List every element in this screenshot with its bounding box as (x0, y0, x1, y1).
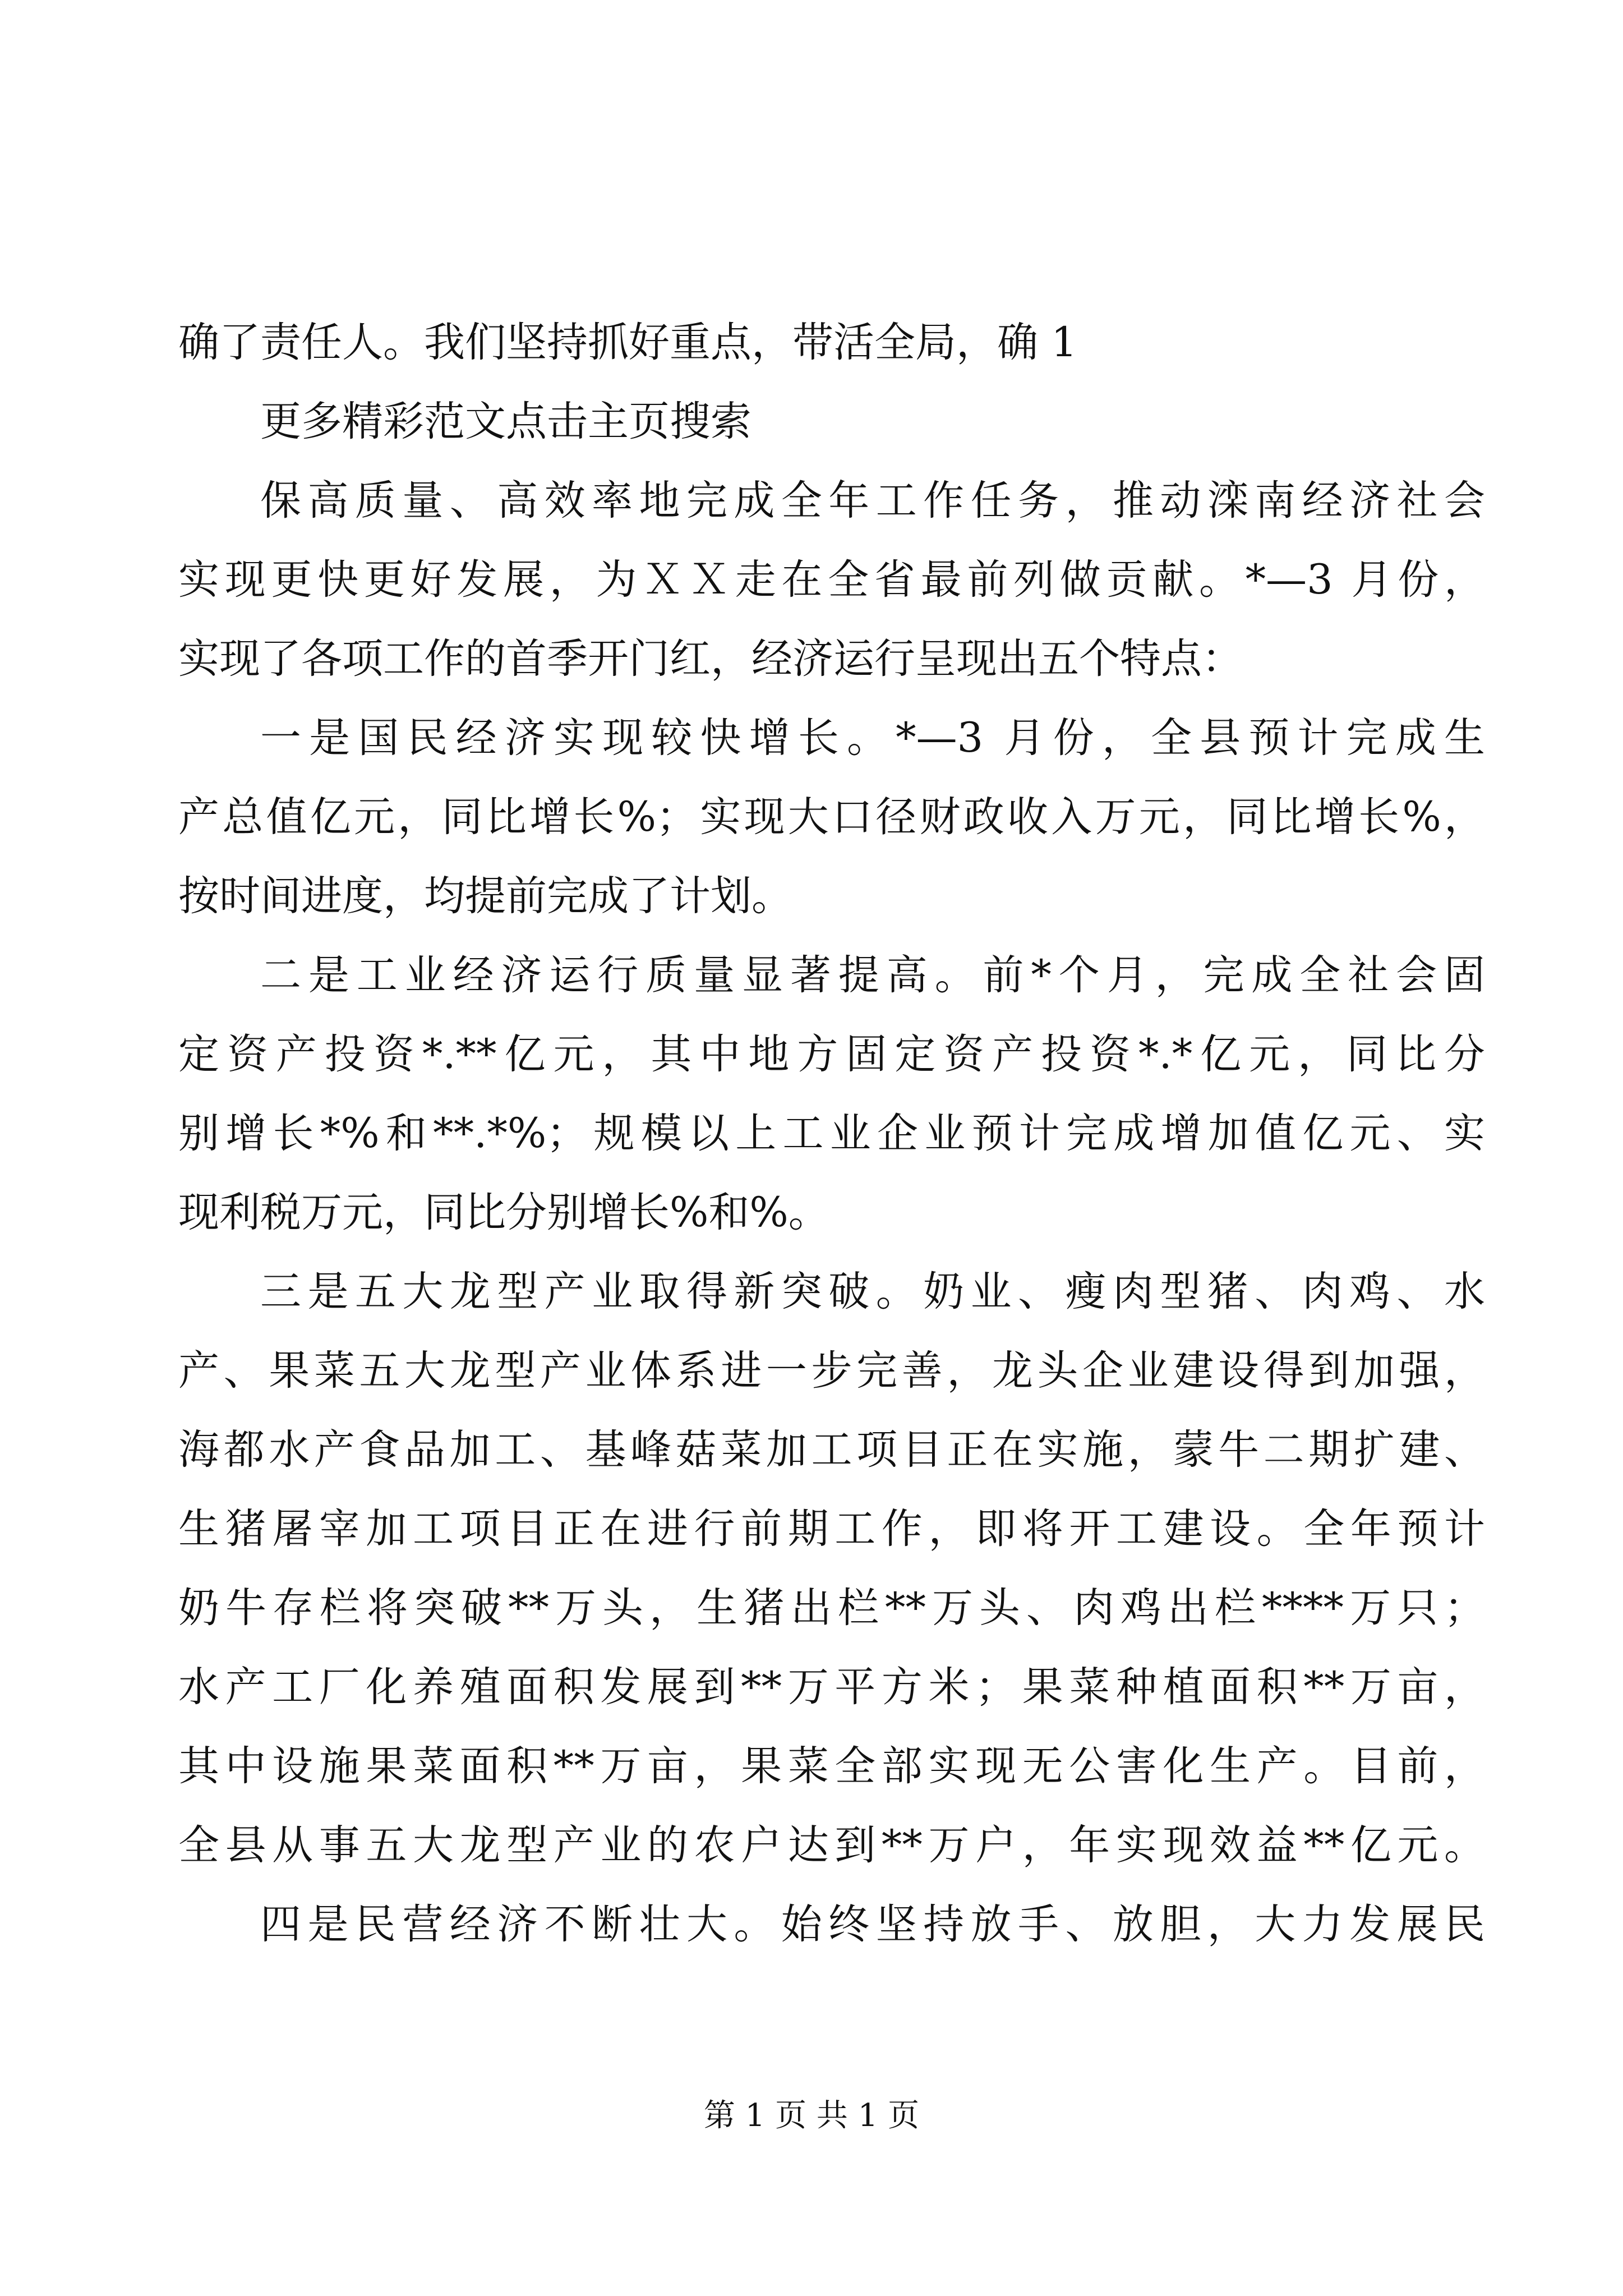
text-line-19: 其中设施果菜面积**万亩，果菜全部实现无公害化生产。目前， (178, 1742, 1485, 1790)
text-line-21: 四是民营经济不断壮大。始终坚持放手、放胆，大力发展民 (260, 1901, 1485, 1948)
text-line-5: 实现了各项工作的首季开门红，经济运行呈现出五个特点： (178, 635, 1243, 683)
text-line-8: 按时间进度，均提前完成了计划。 (178, 872, 792, 920)
text-line-20: 全县从事五大龙型产业的农户达到**万户，年实现效益**亿元。 (178, 1821, 1485, 1869)
text-line-7: 产总值亿元，同比增长%；实现大口径财政收入万元，同比增长%， (178, 793, 1485, 841)
text-line-17: 奶牛存栏将突破**万头，生猪出栏**万头、肉鸡出栏****万只； (178, 1584, 1485, 1632)
page-footer: 第 1 页 共 1 页 (703, 2097, 920, 2134)
text-line-9: 二是工业经济运行质量显著提高。前*个月，完成全社会固 (260, 951, 1485, 999)
text-line-16: 生猪屠宰加工项目正在进行前期工作，即将开工建设。全年预计 (178, 1505, 1485, 1553)
text-line-3: 保高质量、高效率地完成全年工作任务，推动滦南经济社会 (260, 477, 1485, 524)
text-line-15: 海都水产食品加工、基峰菇菜加工项目正在实施，蒙牛二期扩建、 (178, 1426, 1485, 1474)
text-line-1: 确了责任人。我们坚持抓好重点，带活全局，确 1 (178, 319, 1077, 366)
text-line-11: 别增长*%和**.*%；规模以上工业企业预计完成增加值亿元、实 (178, 1110, 1485, 1157)
text-line-6: 一是国民经济实现较快增长。*—3 月份，全县预计完成生 (260, 714, 1485, 762)
text-line-18: 水产工厂化养殖面积发展到**万平方米；果菜种植面积**万亩， (178, 1663, 1485, 1711)
text-line-12: 现利税万元，同比分别增长%和%。 (178, 1189, 829, 1236)
text-line-13: 三是五大龙型产业取得新突破。奶业、瘦肉型猪、肉鸡、水 (260, 1268, 1485, 1315)
text-line-10: 定资产投资*.**亿元，其中地方固定资产投资*.*亿元，同比分 (178, 1030, 1485, 1078)
text-line-4: 实现更快更好发展，为ＸＸ走在全省最前列做贡献。*—3 月份， (178, 556, 1485, 604)
text-line-14: 产、果菜五大龙型产业体系进一步完善，龙头企业建设得到加强， (178, 1347, 1485, 1395)
text-line-2: 更多精彩范文点击主页搜索 (260, 398, 751, 445)
document-body (178, 303, 1485, 1964)
